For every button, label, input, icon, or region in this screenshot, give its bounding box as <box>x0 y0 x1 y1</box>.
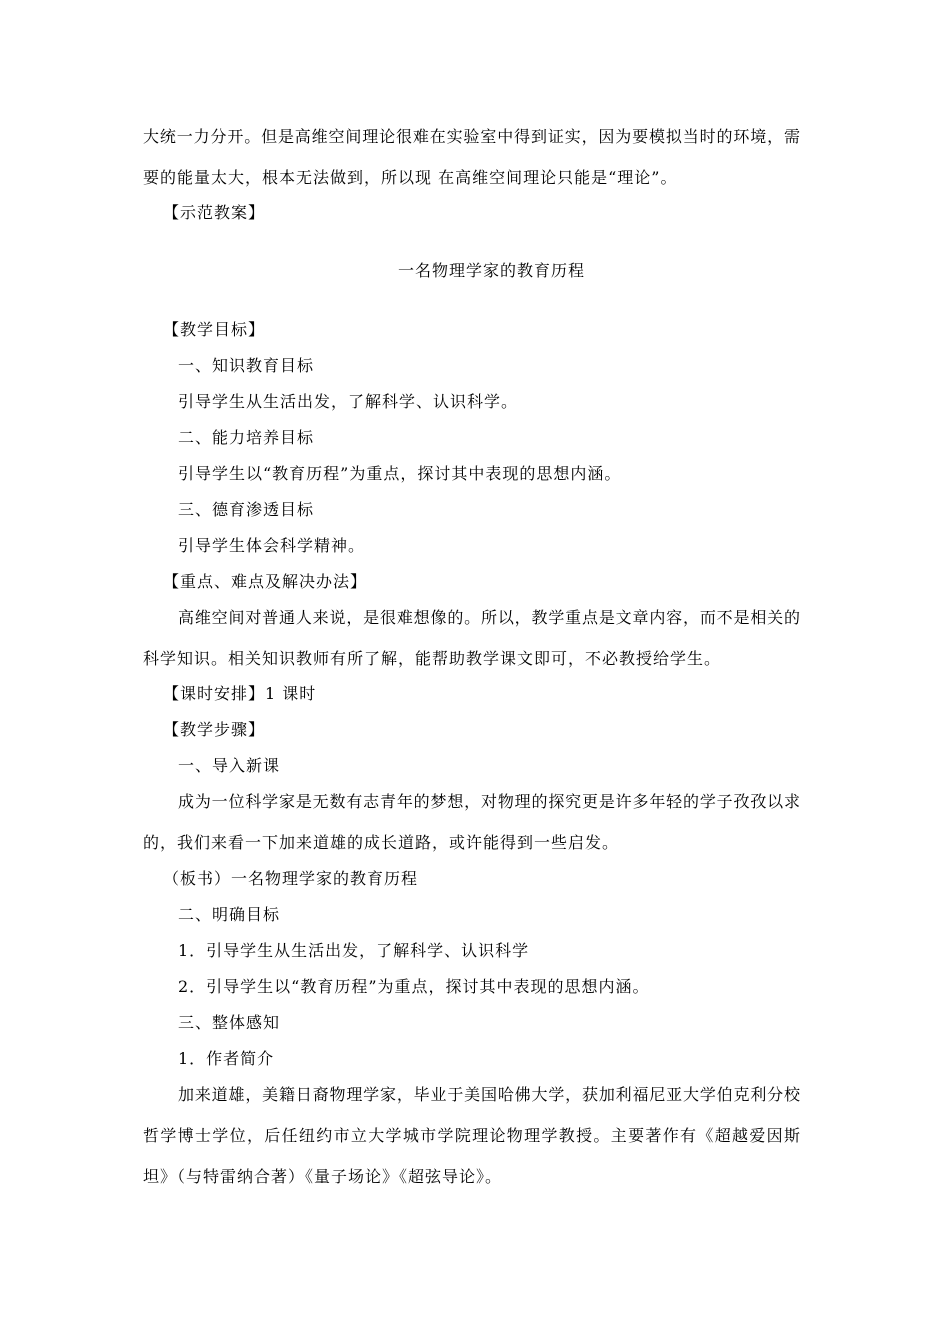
paragraph-line: 加来道雄，美籍日裔物理学家，毕业于美国哈佛大学，获加利福尼亚大学伯克利分校 <box>178 1085 800 1104</box>
paragraph-line: 科学知识。相关知识教师有所了解，能帮助教学课文即可，不必教授给学生。 <box>143 649 722 668</box>
moral-goal-heading: 三、德育渗透目标 <box>178 500 315 519</box>
overview-heading: 三、整体感知 <box>178 1013 281 1032</box>
paragraph-line: 的，我们来看一下加来道雄的成长道路，或许能得到一些启发。 <box>143 833 620 852</box>
paragraph-line: 成为一位科学家是无数有志青年的梦想，对物理的探究更是许多年轻的学子孜孜以求 <box>178 792 800 811</box>
paragraph-line: 要的能量太大，根本无法做到，所以现 在高维空间理论只能是“理论”。 <box>143 168 678 187</box>
moral-goal-text: 引导学生体会科学精神。 <box>178 536 366 555</box>
paragraph-line: 哲学博士学位，后任纽约市立大学城市学院理论物理学教授。主要著作有《超越爱因斯 <box>143 1126 800 1145</box>
goals-heading: 二、明确目标 <box>178 905 281 924</box>
author-intro-heading: 1．作者简介 <box>178 1049 275 1068</box>
ability-goal-text: 引导学生以“教育历程”为重点，探讨其中表现的思想内涵。 <box>178 464 622 483</box>
intro-heading: 一、导入新课 <box>178 756 281 775</box>
knowledge-goal-text: 引导学生从生活出发，了解科学、认识科学。 <box>178 392 519 411</box>
schedule-line: 【课时安排】1 课时 <box>163 684 317 703</box>
key-points-heading: 【重点、难点及解决办法】 <box>163 572 368 591</box>
section-heading: 【示范教案】 <box>163 203 266 222</box>
paragraph-line: 大统一力分开。但是高维空间理论很难在实验室中得到证实，因为要模拟当时的环境，需 <box>143 127 800 146</box>
teaching-goals-heading: 【教学目标】 <box>163 320 266 339</box>
knowledge-goal-heading: 一、知识教育目标 <box>178 356 315 375</box>
goal-item: 1．引导学生从生活出发，了解科学、认识科学 <box>178 941 530 960</box>
board-note: （板书）一名物理学家的教育历程 <box>163 869 419 888</box>
goal-item: 2．引导学生以“教育历程”为重点，探讨其中表现的思想内涵。 <box>178 977 650 996</box>
lesson-title: 一名物理学家的教育历程 <box>398 261 586 280</box>
ability-goal-heading: 二、能力培养目标 <box>178 428 315 447</box>
paragraph-line: 坦》（与特雷纳合著）《量子场论》《超弦导论》。 <box>143 1167 503 1186</box>
teaching-steps-heading: 【教学步骤】 <box>163 720 266 739</box>
paragraph-line: 高维空间对普通人来说，是很难想像的。所以，教学重点是文章内容，而不是相关的 <box>178 608 800 627</box>
